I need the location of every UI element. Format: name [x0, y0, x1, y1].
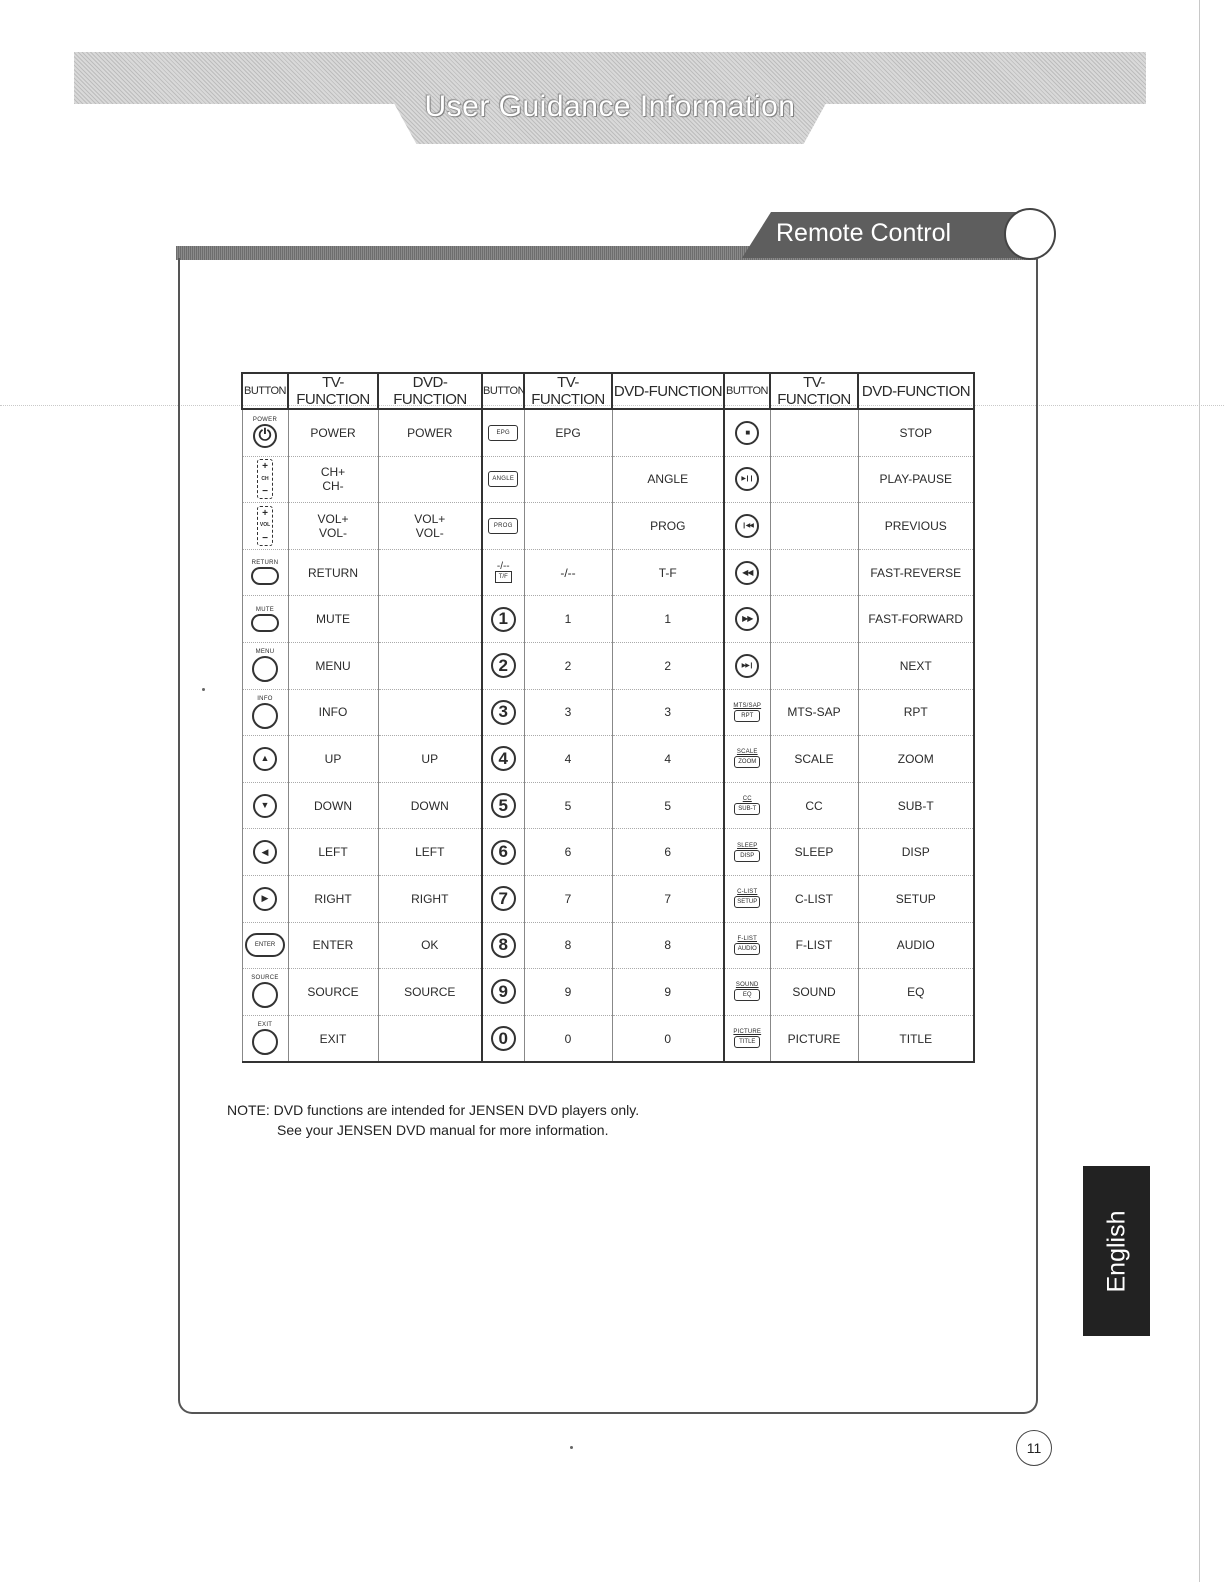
- table-row: [242, 922, 974, 969]
- digit-7-icon: 7: [491, 886, 516, 911]
- tv-function-cell: 4: [524, 736, 612, 783]
- key-label: MUTE: [255, 606, 275, 613]
- header-tv-function-1: TV-FUNCTION: [288, 373, 378, 409]
- button-cell: [482, 736, 524, 783]
- button-cell: [724, 409, 770, 456]
- tv-function-cell: 5: [524, 782, 612, 829]
- channel-rocker-icon: [257, 459, 273, 499]
- button-cell: [724, 549, 770, 596]
- digit-4-icon: 4: [491, 746, 516, 771]
- dvd-function-cell: 1: [612, 596, 724, 643]
- button-cell: [242, 736, 288, 783]
- key-top-label: SCALE: [736, 749, 758, 756]
- button-cell: [482, 596, 524, 643]
- button-cell: [482, 549, 524, 596]
- mute-key-icon: [251, 607, 279, 632]
- play-pause-icon: ▶❙❙: [735, 467, 759, 491]
- tv-function-cell: LEFT: [288, 829, 378, 876]
- table-header-row: [242, 373, 974, 409]
- button-cell: [724, 829, 770, 876]
- button-cell: [482, 409, 524, 456]
- tv-function-cell: RIGHT: [288, 875, 378, 922]
- tv-function-cell: ENTER: [288, 922, 378, 969]
- button-cell: [724, 969, 770, 1016]
- table-row: [242, 875, 974, 922]
- rocker-plus: +: [262, 461, 268, 473]
- table-row: [242, 409, 974, 456]
- dvd-function-cell: [378, 549, 482, 596]
- flist-audio-key-icon: [734, 936, 760, 955]
- dvd-function-cell: [378, 596, 482, 643]
- button-cell: [482, 875, 524, 922]
- button-cell: [242, 503, 288, 550]
- button-cell: [724, 456, 770, 503]
- rocker-plus: +: [262, 507, 268, 519]
- dvd-function-cell: 5: [612, 782, 724, 829]
- page-edge-rule: [1199, 0, 1200, 1582]
- tv-function-cell: 3: [524, 689, 612, 736]
- scan-dot: [202, 688, 205, 691]
- button-cell: [242, 549, 288, 596]
- button-cell: [724, 503, 770, 550]
- dvd-function-cell: [378, 689, 482, 736]
- dvd-function-cell: DISP: [858, 829, 974, 876]
- key-box-label: TITLE: [734, 1036, 760, 1048]
- tv-function-cell: [770, 549, 858, 596]
- dvd-function-cell: STOP: [858, 409, 974, 456]
- dvd-function-cell: PROG: [612, 503, 724, 550]
- button-cell: [242, 456, 288, 503]
- button-cell: [724, 922, 770, 969]
- button-cell: [724, 782, 770, 829]
- sleep-disp-key-icon: [734, 843, 760, 862]
- dvd-function-cell: AUDIO: [858, 922, 974, 969]
- digit-8-icon: 8: [491, 933, 516, 958]
- dvd-function-cell: FAST-FORWARD: [858, 596, 974, 643]
- header-dvd-function-1: DVD-FUNCTION: [378, 373, 482, 409]
- digit-0-icon: 0: [491, 1026, 516, 1051]
- table-row: [242, 689, 974, 736]
- dvd-function-cell: PLAY-PAUSE: [858, 456, 974, 503]
- key-top-label: F-LIST: [737, 935, 758, 942]
- right-arrow-icon: ▶: [253, 887, 277, 911]
- down-arrow-icon: ▼: [253, 794, 277, 818]
- power-key-label: POWER: [252, 417, 278, 424]
- tv-function-cell: SLEEP: [770, 829, 858, 876]
- key-top-label: PICTURE: [733, 1029, 762, 1036]
- header-dvd-function-2: DVD-FUNCTION: [612, 373, 724, 409]
- stop-icon: ■: [735, 421, 759, 445]
- dvd-function-cell: NEXT: [858, 642, 974, 689]
- table-row: [242, 596, 974, 643]
- tv-function-cell: [524, 456, 612, 503]
- tv-function-cell: [770, 503, 858, 550]
- note-line-2: See your JENSEN DVD manual for more information.: [277, 1122, 609, 1138]
- table-row: [242, 642, 974, 689]
- language-tab-label: English: [1102, 1210, 1130, 1292]
- dvd-function-cell: VOL+ VOL-: [378, 503, 482, 550]
- key-box-label: SUB-T: [734, 803, 760, 815]
- button-cell: [482, 922, 524, 969]
- fast-reverse-icon: ◀◀: [735, 561, 759, 585]
- language-tab-label-wrap: [1083, 1166, 1150, 1336]
- dvd-function-cell: 8: [612, 922, 724, 969]
- power-key-glyph: ⏻: [253, 424, 277, 448]
- tv-function-cell: SCALE: [770, 736, 858, 783]
- tv-function-cell: F-LIST: [770, 922, 858, 969]
- button-cell: [242, 969, 288, 1016]
- angle-key-icon: ANGLE: [488, 471, 518, 487]
- key-label: INFO: [257, 695, 273, 702]
- tv-function-cell: [770, 642, 858, 689]
- dvd-function-cell: OK: [378, 922, 482, 969]
- exit-key-icon: [252, 1022, 278, 1055]
- note-line-1: NOTE: DVD functions are intended for JENSEN DVD players only.: [227, 1102, 640, 1118]
- dvd-function-cell: LEFT: [378, 829, 482, 876]
- enter-key-icon: ENTER: [245, 933, 285, 957]
- next-icon: ▶▶❙: [735, 654, 759, 678]
- table-row: [242, 549, 974, 596]
- section-title: Remote Control: [776, 219, 952, 247]
- key-oval: [252, 703, 278, 729]
- tv-function-cell: CH+ CH-: [288, 456, 378, 503]
- dvd-function-cell: TITLE: [858, 1015, 974, 1062]
- picture-title-key-icon: [733, 1029, 761, 1048]
- menu-key-icon: [252, 649, 278, 682]
- dvd-function-cell: EQ: [858, 969, 974, 1016]
- tv-function-cell: [524, 503, 612, 550]
- key-box-label: EQ: [734, 989, 760, 1001]
- dvd-function-cell: 6: [612, 829, 724, 876]
- button-cell: [242, 596, 288, 643]
- source-key-icon: [251, 975, 278, 1008]
- sound-eq-key-icon: [734, 982, 760, 1001]
- table-row: [242, 782, 974, 829]
- key-oval: [252, 1029, 278, 1055]
- rocker-label: CH: [261, 475, 269, 482]
- dvd-function-cell: SUB-T: [858, 782, 974, 829]
- tv-function-cell: DOWN: [288, 782, 378, 829]
- key-top-label: SLEEP: [737, 842, 758, 849]
- dvd-function-cell: 4: [612, 736, 724, 783]
- key-box-label: DISP: [734, 850, 760, 862]
- button-cell: [242, 922, 288, 969]
- key-oval: [252, 982, 278, 1008]
- dvd-function-cell: 0: [612, 1015, 724, 1062]
- table-row: [242, 456, 974, 503]
- previous-icon: ❙◀◀: [735, 514, 759, 538]
- dvd-function-cell: [612, 409, 724, 456]
- table-row: [242, 1015, 974, 1062]
- key-box-label: RPT: [734, 710, 760, 722]
- button-cell: [724, 875, 770, 922]
- key-label: MENU: [255, 649, 275, 656]
- key-top-label: C-LIST: [737, 889, 758, 896]
- clist-setup-key-icon: [734, 889, 760, 908]
- section-circle-ornament: [1004, 208, 1056, 260]
- dvd-function-cell: 2: [612, 642, 724, 689]
- dvd-function-cell: RIGHT: [378, 875, 482, 922]
- key-box-label: AUDIO: [734, 943, 760, 955]
- digit-6-icon: 6: [491, 840, 516, 865]
- tv-function-cell: -/--: [524, 549, 612, 596]
- button-cell: [242, 829, 288, 876]
- key-label: RETURN: [251, 560, 279, 567]
- button-cell: [242, 642, 288, 689]
- button-cell: [482, 456, 524, 503]
- page-title: User Guidance Information: [424, 90, 796, 123]
- header-button-1: BUTTON: [242, 373, 288, 409]
- note-text: [227, 1100, 639, 1140]
- tf-label: T/F: [495, 571, 512, 583]
- tv-function-cell: MUTE: [288, 596, 378, 643]
- header-dvd-function-3: DVD-FUNCTION: [858, 373, 974, 409]
- scale-zoom-key-icon: [734, 749, 760, 768]
- key-oval: [251, 567, 279, 585]
- key-label: EXIT: [257, 1022, 273, 1029]
- dvd-function-cell: [378, 642, 482, 689]
- table-row: [242, 829, 974, 876]
- button-cell: [724, 642, 770, 689]
- tv-function-cell: MENU: [288, 642, 378, 689]
- table-row: [242, 736, 974, 783]
- button-cell: [242, 1015, 288, 1062]
- tv-function-cell: SOUND: [770, 969, 858, 1016]
- dvd-function-cell: FAST-REVERSE: [858, 549, 974, 596]
- tv-function-cell: RETURN: [288, 549, 378, 596]
- header-tv-function-2: TV-FUNCTION: [524, 373, 612, 409]
- dash-tf-key-icon: [495, 560, 512, 583]
- dvd-function-cell: DOWN: [378, 782, 482, 829]
- volume-rocker-icon: [257, 506, 273, 546]
- up-arrow-icon: ▲: [253, 747, 277, 771]
- tv-function-cell: SOURCE: [288, 969, 378, 1016]
- fast-forward-icon: ▶▶: [735, 607, 759, 631]
- dvd-function-cell: 3: [612, 689, 724, 736]
- digit-9-icon: 9: [491, 979, 516, 1004]
- page-number: 11: [1016, 1430, 1052, 1466]
- dvd-function-cell: RPT: [858, 689, 974, 736]
- tv-function-cell: 8: [524, 922, 612, 969]
- dvd-function-cell: POWER: [378, 409, 482, 456]
- button-cell: [242, 409, 288, 456]
- button-cell: [724, 596, 770, 643]
- dvd-function-cell: T-F: [612, 549, 724, 596]
- epg-key-icon: EPG: [488, 425, 518, 441]
- info-key-icon: [252, 696, 278, 729]
- tv-function-cell: INFO: [288, 689, 378, 736]
- rocker-minus: −: [262, 486, 268, 498]
- dash-label: -/--: [496, 560, 510, 572]
- dvd-function-cell: [378, 456, 482, 503]
- digit-3-icon: 3: [491, 700, 516, 725]
- tv-function-cell: [770, 409, 858, 456]
- table-row: [242, 969, 974, 1016]
- dvd-function-cell: UP: [378, 736, 482, 783]
- dvd-function-cell: [378, 1015, 482, 1062]
- button-cell: [482, 782, 524, 829]
- left-arrow-icon: ◀: [253, 840, 277, 864]
- key-box-label: ZOOM: [734, 756, 760, 768]
- tv-function-cell: CC: [770, 782, 858, 829]
- key-top-label: SOUND: [735, 982, 759, 989]
- key-label: SOURCE: [251, 975, 279, 982]
- button-cell: [482, 829, 524, 876]
- tv-function-cell: PICTURE: [770, 1015, 858, 1062]
- tv-function-cell: EPG: [524, 409, 612, 456]
- digit-2-icon: 2: [491, 653, 516, 678]
- button-cell: [482, 642, 524, 689]
- key-box-label: SETUP: [734, 896, 760, 908]
- button-cell: [482, 503, 524, 550]
- dvd-function-cell: SETUP: [858, 875, 974, 922]
- key-oval: [252, 656, 278, 682]
- key-top-label: MTS/SAP: [733, 702, 762, 709]
- tv-function-cell: 9: [524, 969, 612, 1016]
- mts-rpt-key-icon: [733, 703, 761, 722]
- tv-function-cell: UP: [288, 736, 378, 783]
- button-cell: [724, 689, 770, 736]
- scan-dot: [570, 1446, 573, 1449]
- rocker-minus: −: [262, 532, 268, 544]
- tv-function-cell: 0: [524, 1015, 612, 1062]
- key-top-label: CC: [742, 796, 752, 803]
- header-tv-function-3: TV-FUNCTION: [770, 373, 858, 409]
- button-cell: [242, 875, 288, 922]
- dvd-function-cell: ZOOM: [858, 736, 974, 783]
- prog-key-icon: PROG: [488, 518, 518, 534]
- button-cell: [242, 782, 288, 829]
- button-cell: [242, 689, 288, 736]
- button-cell: [724, 736, 770, 783]
- table-row: [242, 503, 974, 550]
- remote-control-table: [241, 372, 975, 1063]
- tv-function-cell: 1: [524, 596, 612, 643]
- dvd-function-cell: PREVIOUS: [858, 503, 974, 550]
- return-key-icon: [251, 560, 279, 585]
- tv-function-cell: 2: [524, 642, 612, 689]
- digit-5-icon: 5: [491, 793, 516, 818]
- header-button-3: BUTTON: [724, 373, 770, 409]
- header-button-2: BUTTON: [482, 373, 524, 409]
- dvd-function-cell: 9: [612, 969, 724, 1016]
- dvd-function-cell: 7: [612, 875, 724, 922]
- cc-subt-key-icon: [734, 796, 760, 815]
- key-oval: [251, 614, 279, 632]
- tv-function-cell: 6: [524, 829, 612, 876]
- tv-function-cell: MTS-SAP: [770, 689, 858, 736]
- power-icon: [253, 417, 277, 448]
- dvd-function-cell: ANGLE: [612, 456, 724, 503]
- tv-function-cell: [770, 456, 858, 503]
- rocker-label: VOL: [259, 522, 271, 529]
- tv-function-cell: 7: [524, 875, 612, 922]
- tv-function-cell: POWER: [288, 409, 378, 456]
- tv-function-cell: C-LIST: [770, 875, 858, 922]
- button-cell: [724, 1015, 770, 1062]
- tv-function-cell: VOL+ VOL-: [288, 503, 378, 550]
- button-cell: [482, 1015, 524, 1062]
- tv-function-cell: [770, 596, 858, 643]
- digit-1-icon: 1: [491, 607, 516, 632]
- tv-function-cell: EXIT: [288, 1015, 378, 1062]
- button-cell: [482, 689, 524, 736]
- button-cell: [482, 969, 524, 1016]
- dvd-function-cell: SOURCE: [378, 969, 482, 1016]
